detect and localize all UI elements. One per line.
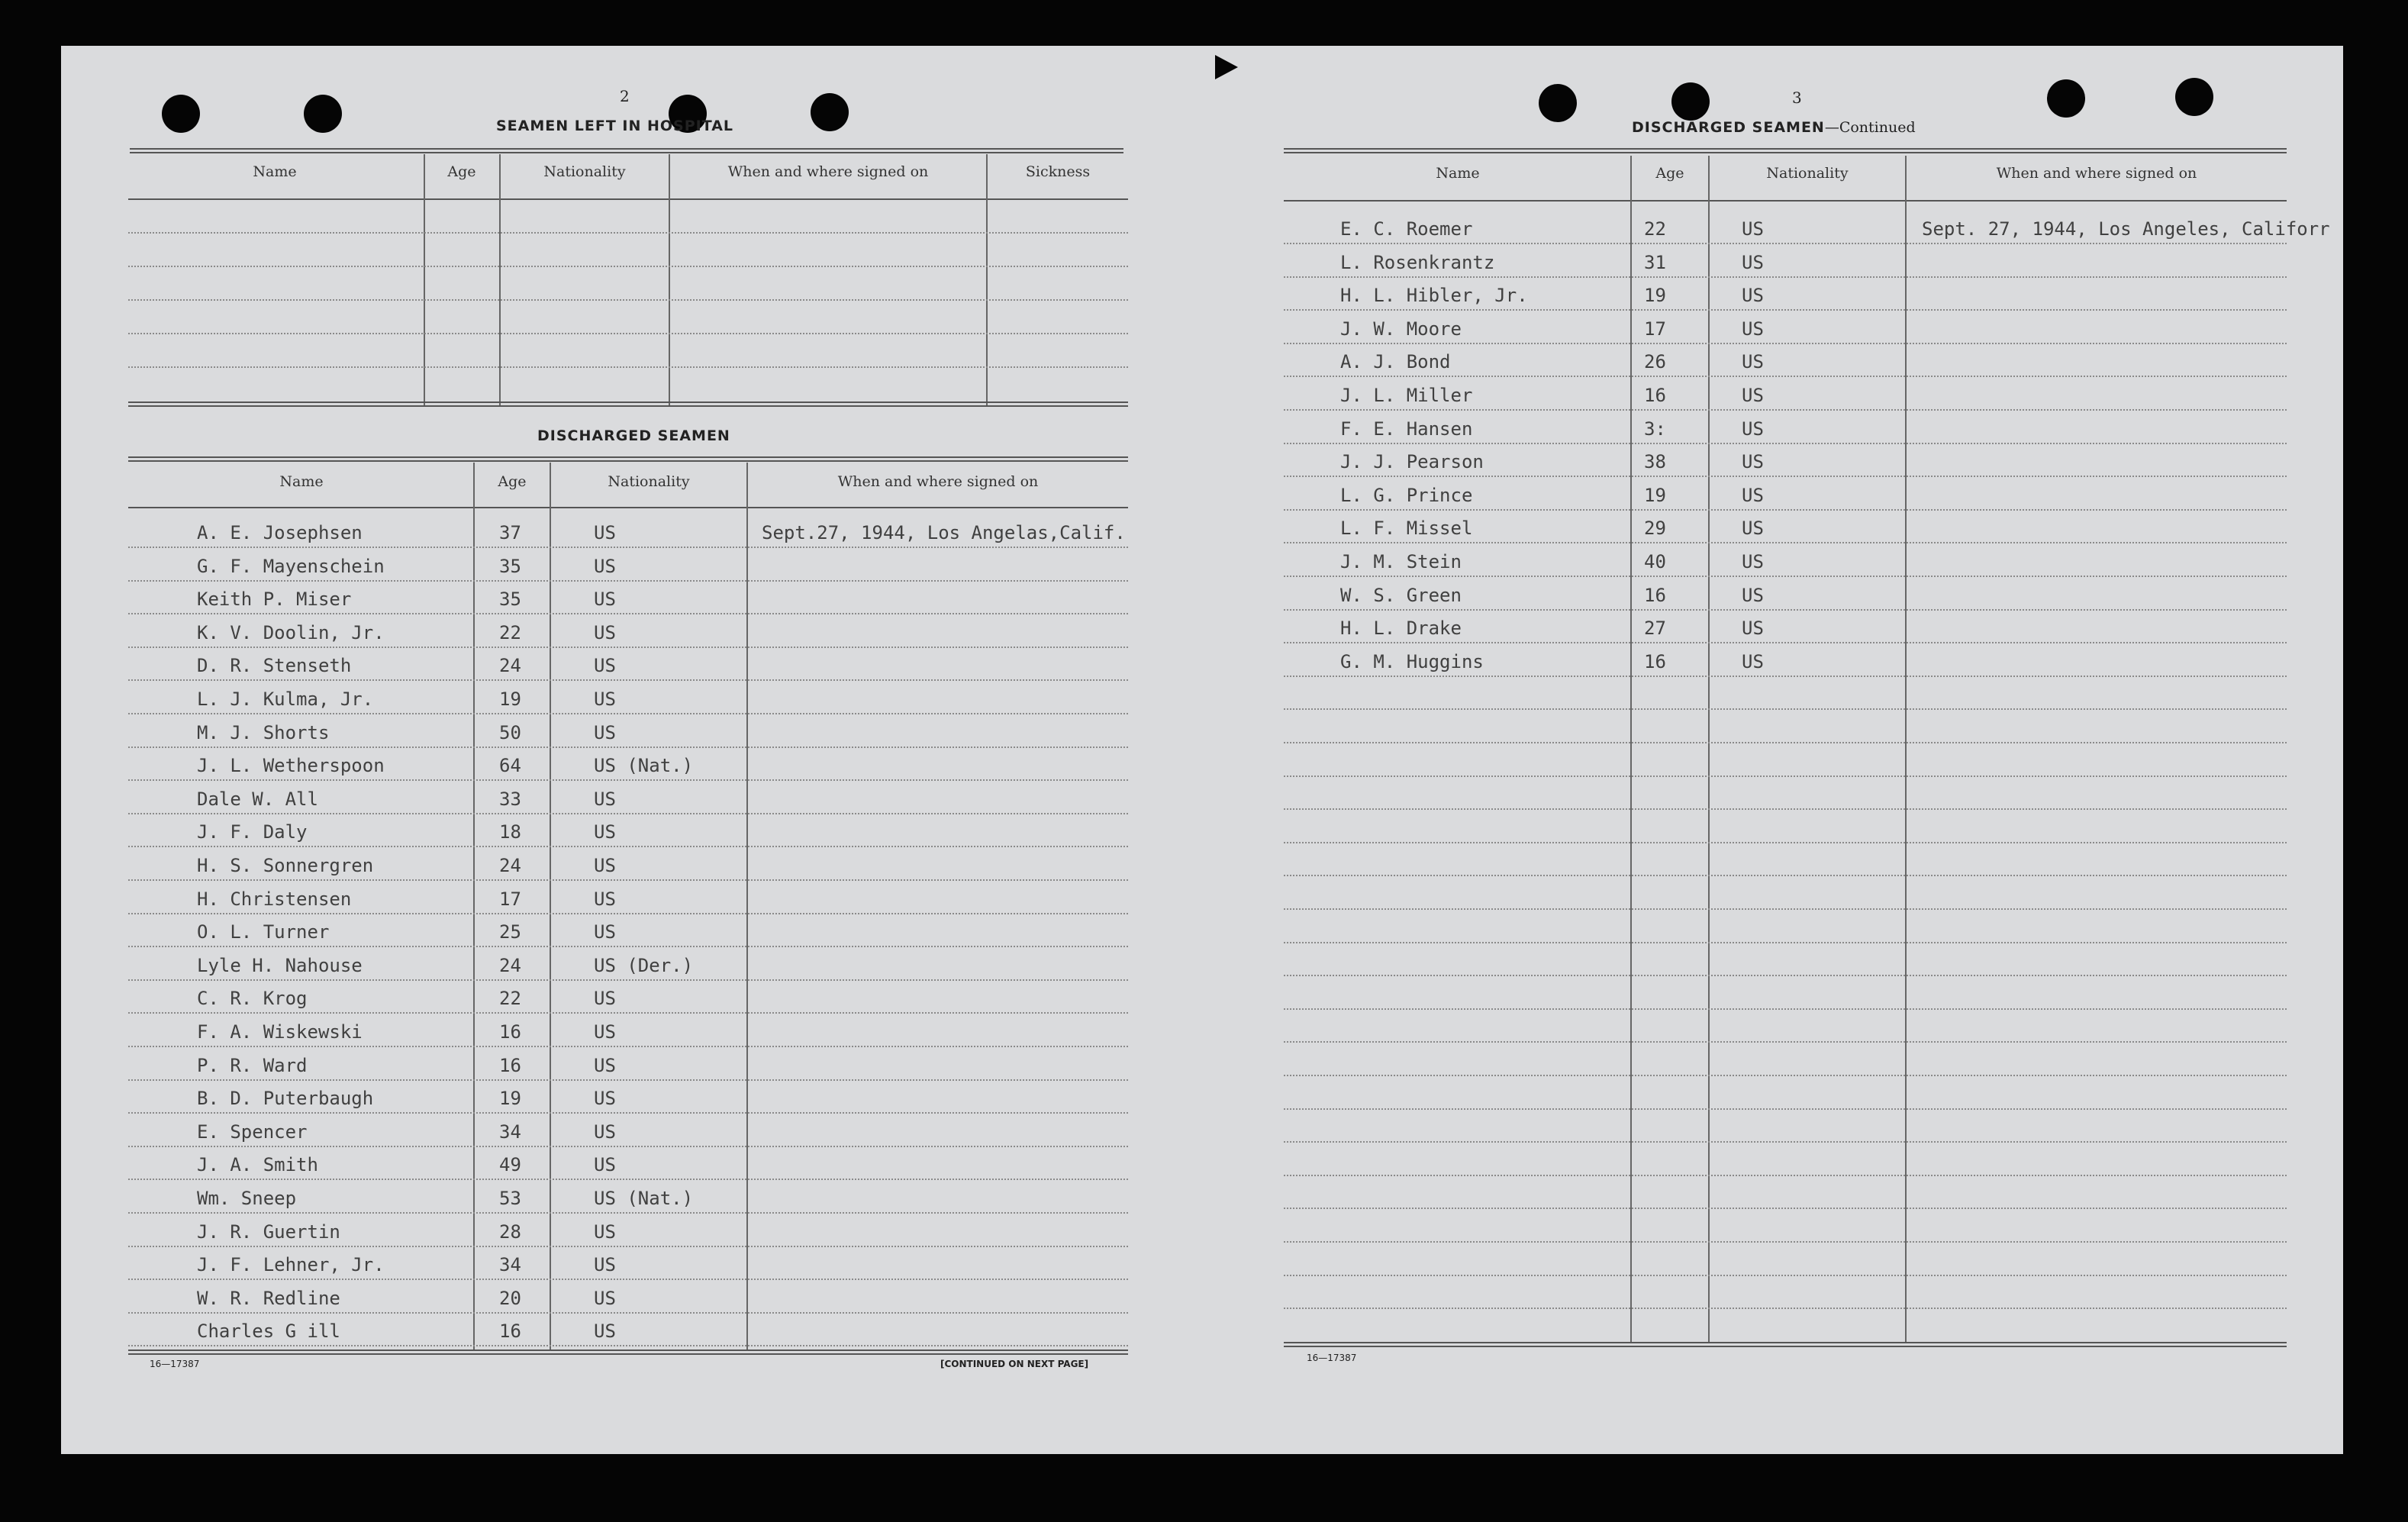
seaman-name: C. R. Krog	[197, 988, 308, 1010]
seaman-name: J. W. Moore	[1340, 318, 1462, 340]
seaman-age: 17	[1644, 318, 1666, 340]
seaman-name: G. F. Mayenschein	[197, 555, 385, 577]
hospital-header-signed-on: When and where signed on	[727, 163, 929, 180]
row-baseline	[1284, 576, 2287, 577]
seaman-nationality: US	[1742, 451, 1764, 473]
row-baseline	[128, 1279, 1128, 1280]
seaman-name: Dale W. All	[197, 788, 318, 810]
row-baseline	[128, 1012, 1128, 1014]
seaman-nationality: US	[594, 1021, 616, 1043]
seaman-age: 22	[499, 621, 521, 643]
right-bottom-rule	[1284, 1342, 2287, 1347]
seaman-name: E. C. Roemer	[1340, 218, 1473, 240]
seaman-nationality: US	[1742, 218, 1764, 240]
seaman-nationality: US	[594, 988, 616, 1010]
seaman-name: L. Rosenkrantz	[1340, 251, 1495, 273]
row-baseline	[128, 647, 1128, 648]
hospital-header-rule	[128, 198, 1128, 200]
seaman-nationality: US	[594, 855, 616, 876]
hospital-header-sickness: Sickness	[1025, 163, 1091, 180]
seaman-nationality: US	[594, 721, 616, 743]
seaman-nationality: US	[594, 1320, 616, 1343]
blank-ruled-line	[1284, 1075, 2287, 1076]
seaman-age: 20	[499, 1287, 521, 1309]
seaman-age: 49	[499, 1154, 521, 1176]
row-baseline	[128, 946, 1128, 947]
table-row	[0, 518, 2408, 540]
seaman-name: G. M. Huggins	[1340, 650, 1484, 672]
seaman-nationality: US	[594, 588, 616, 611]
binder-hole	[1539, 84, 1577, 122]
blank-ruled-line	[1284, 1175, 2287, 1176]
seaman-nationality: US	[594, 1287, 616, 1309]
hospital-top-rule	[130, 148, 1123, 153]
blank-ruled-line	[1284, 1141, 2287, 1143]
seaman-name: J. A. Smith	[197, 1154, 318, 1176]
seaman-name: B. D. Puterbaugh	[197, 1088, 374, 1110]
seaman-name: L. J. Kulma, Jr.	[197, 688, 374, 710]
blank-ruled-line	[1284, 1308, 2287, 1309]
section-title-suffix: —Continued	[1824, 119, 1916, 136]
seaman-age: 16	[1644, 584, 1666, 606]
seaman-name: J. J. Pearson	[1340, 451, 1484, 473]
seaman-name: H. L. Hibler, Jr.	[1340, 285, 1528, 307]
seaman-nationality: US	[594, 1088, 616, 1110]
hospital-section-title: SEAMEN LEFT IN HOSPITAL	[496, 118, 734, 134]
row-baseline	[128, 913, 1128, 914]
blank-ruled-line	[1284, 1008, 2287, 1010]
seaman-name: A. J. Bond	[1340, 351, 1451, 373]
seaman-age: 16	[499, 1054, 521, 1076]
seaman-nationality: US (Nat.)	[594, 755, 694, 777]
row-baseline	[128, 613, 1128, 614]
row-baseline	[128, 1179, 1128, 1180]
discharged-header-signed-on: When and where signed on	[837, 473, 1039, 490]
seaman-name: W. R. Redline	[197, 1287, 340, 1309]
seaman-name: K. V. Doolin, Jr.	[197, 621, 385, 643]
seaman-age: 16	[499, 1320, 521, 1343]
row-baseline	[128, 813, 1128, 814]
seaman-nationality: US	[594, 1121, 616, 1143]
row-baseline	[128, 779, 1128, 781]
binder-hole	[2047, 79, 2085, 118]
blank-ruled-line	[1284, 1041, 2287, 1043]
seaman-nationality: US	[594, 921, 616, 943]
row-baseline	[1284, 443, 2287, 444]
blank-ruled-line	[1284, 975, 2287, 976]
table-row	[0, 252, 2408, 275]
seaman-age: 22	[1644, 218, 1666, 240]
seaman-age: 53	[499, 1188, 521, 1209]
seaman-nationality: US	[594, 1154, 616, 1176]
seaman-nationality: US	[594, 788, 616, 810]
row-baseline	[128, 879, 1128, 881]
seaman-nationality: US (Der.)	[594, 954, 694, 976]
row-baseline	[1284, 276, 2287, 278]
form-number: 16—17387	[150, 1359, 200, 1369]
seaman-name: Lyle H. Nahouse	[197, 954, 363, 976]
binder-hole	[304, 95, 342, 133]
table-row	[0, 351, 2408, 374]
discharged-header-age: Age	[498, 473, 527, 490]
row-baseline	[128, 1046, 1128, 1047]
seaman-age: 28	[499, 1221, 521, 1243]
seaman-nationality: US	[594, 555, 616, 577]
row-baseline	[128, 580, 1128, 582]
table-row	[0, 451, 2408, 474]
row-baseline	[128, 1312, 1128, 1314]
seaman-age: 64	[499, 755, 521, 777]
seaman-name: D. R. Stenseth	[197, 655, 352, 677]
seaman-age: 38	[1644, 451, 1666, 473]
right-header-rule	[1284, 200, 2287, 202]
table-row	[0, 1320, 2408, 1343]
continued-note: [CONTINUED ON NEXT PAGE]	[940, 1359, 1089, 1369]
seaman-nationality: US	[594, 821, 616, 843]
table-row	[0, 584, 2408, 611]
row-baseline	[1284, 509, 2287, 511]
seaman-name: H. Christensen	[197, 888, 352, 910]
row-baseline	[1284, 676, 2287, 677]
table-row	[0, 318, 2408, 341]
table-row	[0, 285, 2408, 308]
seaman-age: 24	[499, 655, 521, 677]
right-header-name: Name	[1436, 165, 1480, 182]
seaman-age: 34	[499, 1254, 521, 1276]
row-baseline	[128, 547, 1128, 548]
seaman-nationality: US	[594, 522, 616, 543]
hospital-header-nationality: Nationality	[543, 163, 626, 180]
seaman-age: 22	[499, 988, 521, 1010]
seaman-nationality: US	[1742, 385, 1764, 406]
seaman-nationality: US	[1742, 251, 1764, 273]
hospital-header-name: Name	[253, 163, 297, 180]
blank-ruled-line	[1284, 1108, 2287, 1110]
seaman-nationality: US	[1742, 484, 1764, 506]
seaman-name: E. Spencer	[197, 1121, 308, 1143]
seaman-name: J. F. Lehner, Jr.	[197, 1254, 385, 1276]
row-baseline	[128, 1345, 1128, 1346]
row-baseline	[1284, 376, 2287, 377]
row-baseline	[128, 846, 1128, 847]
seaman-name: J. F. Daly	[197, 821, 308, 843]
page-number: 2	[620, 87, 630, 105]
right-header-age: Age	[1655, 165, 1684, 182]
seaman-nationality: US	[1742, 318, 1764, 340]
seaman-name: A. E. Josephsen	[197, 522, 363, 543]
hospital-header-age: Age	[447, 163, 476, 180]
seaman-age: 19	[499, 1088, 521, 1110]
right-header-nationality: Nationality	[1766, 165, 1849, 182]
table-row	[0, 650, 2408, 677]
seaman-age: 24	[499, 855, 521, 876]
seaman-nationality: US (Nat.)	[594, 1188, 694, 1209]
row-baseline	[1284, 409, 2287, 411]
seaman-nationality: US	[594, 621, 616, 643]
blank-ruled-line	[1284, 875, 2287, 876]
seaman-age: 34	[499, 1121, 521, 1143]
blank-ruled-line	[1284, 808, 2287, 810]
film-marker-icon	[1215, 55, 1238, 79]
blank-ruled-line	[1284, 1241, 2287, 1243]
discharged-bottom-rule	[128, 1349, 1128, 1355]
seaman-age: 24	[499, 954, 521, 976]
row-baseline	[128, 1146, 1128, 1147]
table-row	[0, 418, 2408, 441]
seaman-nationality: US	[1742, 351, 1764, 373]
seaman-age: 29	[1644, 518, 1666, 540]
seaman-name: Wm. Sneep	[197, 1188, 297, 1209]
discharged-section-title: DISCHARGED SEAMEN	[537, 427, 730, 444]
seaman-nationality: US	[594, 1054, 616, 1076]
table-row	[0, 218, 2408, 241]
seaman-nationality: US	[1742, 650, 1764, 672]
row-baseline	[128, 713, 1128, 714]
binder-hole	[811, 93, 849, 131]
row-baseline	[1284, 243, 2287, 244]
seaman-age: 19	[499, 688, 521, 710]
seaman-nationality: US	[594, 688, 616, 710]
discharged-header-name: Name	[279, 473, 324, 490]
continued-section-title	[1632, 119, 1916, 136]
row-baseline	[128, 1212, 1128, 1214]
seaman-name: F. E. Hansen	[1340, 418, 1473, 440]
seaman-nationality: US	[594, 1254, 616, 1276]
seaman-age: 16	[1644, 385, 1666, 406]
blank-ruled-line	[1284, 1208, 2287, 1209]
page-number: 3	[1792, 89, 1802, 107]
row-baseline	[1284, 542, 2287, 543]
binder-hole	[162, 95, 200, 133]
seaman-age: 37	[499, 522, 521, 543]
seaman-name: J. M. Stein	[1340, 551, 1462, 572]
blank-ruled-line	[1284, 842, 2287, 843]
signed-on-text: Sept.27, 1944, Los Angelas,Calif.	[762, 522, 1126, 543]
seaman-age: 35	[499, 588, 521, 611]
discharged-header-nationality: Nationality	[608, 473, 690, 490]
seaman-name: J. L. Wetherspoon	[197, 755, 385, 777]
seaman-age: 26	[1644, 351, 1666, 373]
seaman-age: 50	[499, 721, 521, 743]
seaman-age: 3:	[1644, 418, 1666, 440]
row-baseline	[128, 679, 1128, 681]
seaman-age: 19	[1644, 285, 1666, 307]
row-baseline	[1284, 343, 2287, 344]
seaman-age: 35	[499, 555, 521, 577]
row-baseline	[1284, 476, 2287, 477]
row-baseline	[1284, 642, 2287, 643]
row-baseline	[1284, 609, 2287, 611]
seaman-age: 18	[499, 821, 521, 843]
seaman-name: Keith P. Miser	[197, 588, 352, 611]
seaman-name: O. L. Turner	[197, 921, 330, 943]
form-number: 16—17387	[1307, 1353, 1357, 1363]
seaman-name: F. A. Wiskewski	[197, 1021, 363, 1043]
seaman-name: L. G. Prince	[1340, 484, 1473, 506]
signed-on-text: Sept. 27, 1944, Los Angeles, Califorr	[1922, 218, 2330, 240]
seaman-age: 27	[1644, 618, 1666, 640]
blank-ruled-line	[1284, 908, 2287, 910]
seaman-age: 31	[1644, 251, 1666, 273]
seaman-name: Charles G ill	[197, 1320, 340, 1343]
seaman-nationality: US	[594, 655, 616, 677]
section-title-text: DISCHARGED SEAMEN	[1632, 119, 1825, 136]
table-row	[0, 551, 2408, 574]
right-header-signed-on: When and where signed on	[1996, 165, 2197, 182]
blank-ruled-line	[1284, 1275, 2287, 1276]
table-row	[0, 485, 2408, 508]
row-baseline	[128, 746, 1128, 748]
seaman-name: W. S. Green	[1340, 584, 1462, 606]
seaman-age: 17	[499, 888, 521, 910]
seaman-age: 40	[1644, 551, 1666, 572]
row-baseline	[128, 1112, 1128, 1114]
blank-ruled-line	[1284, 942, 2287, 943]
seaman-nationality: US	[1742, 285, 1764, 307]
row-baseline	[128, 1079, 1128, 1081]
seaman-name: M. J. Shorts	[197, 721, 330, 743]
table-row	[0, 385, 2408, 408]
binder-hole	[2175, 78, 2213, 116]
right-top-rule	[1284, 148, 2287, 153]
blank-ruled-line	[1284, 708, 2287, 710]
blank-ruled-line	[1284, 776, 2287, 777]
row-baseline	[128, 1246, 1128, 1247]
seaman-nationality: US	[594, 888, 616, 910]
seaman-name: J. L. Miller	[1340, 385, 1473, 406]
seaman-name: L. F. Missel	[1340, 518, 1473, 540]
seaman-name: H. S. Sonnergren	[197, 855, 374, 876]
seaman-name: J. R. Guertin	[197, 1221, 340, 1243]
seaman-age: 16	[499, 1021, 521, 1043]
row-baseline	[1284, 309, 2287, 311]
seaman-name: H. L. Drake	[1340, 618, 1462, 640]
seaman-age: 33	[499, 788, 521, 810]
seaman-nationality: US	[1742, 518, 1764, 540]
seaman-nationality: US	[1742, 618, 1764, 640]
seaman-nationality: US	[1742, 551, 1764, 572]
row-baseline	[128, 979, 1128, 981]
seaman-nationality: US	[594, 1221, 616, 1243]
seaman-age: 19	[1644, 484, 1666, 506]
seaman-nationality: US	[1742, 418, 1764, 440]
seaman-name: P. R. Ward	[197, 1054, 308, 1076]
seaman-age: 16	[1644, 650, 1666, 672]
binder-hole	[1671, 82, 1710, 121]
blank-ruled-line	[1284, 742, 2287, 743]
table-row	[0, 618, 2408, 640]
seaman-age: 25	[499, 921, 521, 943]
seaman-nationality: US	[1742, 584, 1764, 606]
